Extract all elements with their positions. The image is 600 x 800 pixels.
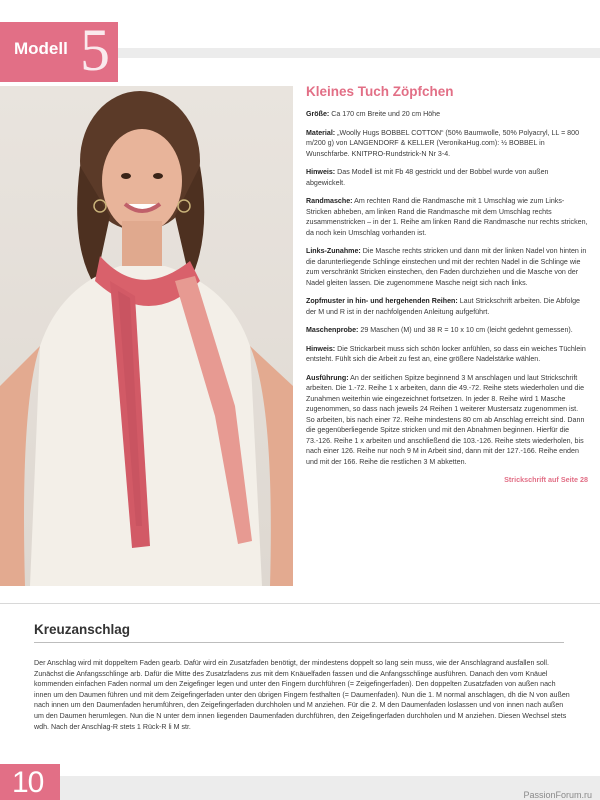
article-paragraph xyxy=(306,373,588,468)
paragraph-label: Zopfmuster in hin- und hergehenden Reihen: xyxy=(306,297,458,305)
paragraph-text: Die Masche rechts stricken und dann mit der linken Nadel von hinten in die darunterliegende Schlinge einstechen und mit der rechten Nadel in die Schlinge wie zum verschränkt Stricken einstechen, den Faden durchziehen und die Masche von der Nadel gleiten lassen. Die zugenommene Masche neigt sich nach links. xyxy=(306,247,587,287)
paragraph-label: Hinweis: xyxy=(306,344,336,353)
article-paragraph xyxy=(306,167,588,188)
paragraph-text: An der seitlichen Spitze beginnend 3 M anschlagen und laut Strickschrift arbeiten. Die 1.-72. Reihe 1 x arbeiten, dann die 49.-72. Reihe stets wiederholen und die Zunahmen weiterhin wie eingezeichnet fortsetzen. In jeder 8. Reihe wird 1 Masche zugenommen, so dass nach jeweils 24 Reihen 1 weiterer Mustersatz zugenommen ist. So arbeiten, bis nach einer 72. Reihe mindestens 80 cm ab Anschlag erreicht sind. Dann die gegenüberliegende Spitze stricken und mit den Abnahmen beginnen. Hierfür die 73.-126. Reihe 1 x arbeiten und anschließend die 103.-126. Reihe stets wiederholen, bis nach einer 126. Reihe nur noch 9 M in Arbeit sind, dann mit der 127.-166. Reihe enden und mit der 166. Reihe die restlichen 3 M abketten. xyxy=(306,373,585,466)
paragraph-text: Ca 170 cm Breite und 20 cm Höhe xyxy=(329,110,441,118)
modell-label: Modell xyxy=(14,39,68,58)
article-paragraph xyxy=(306,196,588,238)
footer-accent xyxy=(0,764,60,800)
header-stripe xyxy=(118,48,600,58)
paragraph-label: Material: xyxy=(306,128,336,137)
article-column xyxy=(306,84,588,486)
model-photo-illustration xyxy=(0,86,293,586)
article-paragraph xyxy=(306,246,588,288)
paragraph-text: Das Modell ist mit Fb 48 gestrickt und der Bobbel wurde von außen abgewickelt. xyxy=(306,168,549,187)
pattern-reference: Strickschrift auf Seite 28 xyxy=(504,475,588,484)
header-bar xyxy=(0,17,600,83)
paragraph-label: Hinweis: xyxy=(306,168,336,176)
paragraph-label: Ausführung: xyxy=(306,373,349,382)
article-paragraph xyxy=(306,296,588,317)
article-title: Kleines Tuch Zöpfchen xyxy=(306,84,454,99)
paragraph-text: Die Strickarbeit muss sich schön locker anfühlen, so dass ein weiches Tüchlein entsteht. Fühlt sich die Arbeit zu fest an, eine größere Nadelstärke wählen. xyxy=(306,344,586,363)
article-paragraphs xyxy=(306,109,588,467)
page-number: 10 xyxy=(12,766,44,799)
header-accent xyxy=(0,17,118,83)
section-divider xyxy=(0,603,600,604)
paragraph-text: 29 Maschen (M) und 38 R = 10 x 10 cm (leicht gedehnt gemessen). xyxy=(358,326,573,334)
paragraph-label: Links-Zunahme: xyxy=(306,247,361,255)
paragraph-text: Laut Strickschrift arbeiten. Die Abfolge der M und R ist in der nachfolgenden Anleitung aufgeführt. xyxy=(306,297,580,316)
footer-stripe xyxy=(60,776,600,800)
modell-number: 5 xyxy=(80,17,110,83)
article-paragraph xyxy=(306,109,588,120)
paragraph-label: Größe: xyxy=(306,110,330,118)
article-paragraph xyxy=(306,344,588,365)
section-title-rule xyxy=(34,642,564,643)
section-title: Kreuzanschlag xyxy=(34,622,131,637)
footer-bar xyxy=(0,764,600,800)
paragraph-text: Am rechten Rand die Randmasche mit 1 Umschlag wie zum Links-Stricken abheben, am linken Rand die Randmasche mit dem Umschlag rechts zusammenstricken – in der 1. Reihe am linken Rand die Randmasche nur rechts stricken, da noch kein Umschlag vorhanden ist. xyxy=(306,197,588,237)
kreuzanschlag-section xyxy=(34,622,574,732)
paragraph-label: Randmasche: xyxy=(306,197,353,205)
article-paragraph xyxy=(306,128,588,160)
paragraph-text: „Woolly Hugs BOBBEL COTTON“ (50% Baumwolle, 50% Polyacryl, LL = 800 m/200 g) von LANGENDORF & KELLER (VeronikaHug.com): ½ BOBBEL in Wunschfarbe. KNITPRO-Rundstrick-N Nr 3-4. xyxy=(306,128,580,158)
model-photo xyxy=(0,86,293,586)
article-paragraph xyxy=(306,325,588,336)
watermark: PassionForum.ru xyxy=(523,790,592,800)
section-text: Der Anschlag wird mit doppeltem Faden gearb. Dafür wird ein Zusatzfaden benötigt, der mindestens doppelt so lang sein muss, wie der Anschlagrand ausfallen soll. Zunächst die Anfangsschlinge arb. Dafür die Mitte des Zusatzfadens zus mit dem Knäuelfaden fassen und die Anfangsschlinge ausführen. Danach den vom Knäuel kommenden einfachen Faden normal um den Zeigefinger legen und unter den Fingern durchführen (= Zeigefingerfaden). Den doppelten Zusatzfaden von außen nach innen um den Daumen führen und mit dem Zeigefingerfaden unter den übrigen Fingern festhalten (= Daumenfaden). Nun die 1. M normal anschlagen, dh die N von außen nach innen um den Daumenfaden herumführen, den Zeigefingerfaden durchholen und M anziehen. Für die 2. M den Daumenfaden loslassen und von innen nach außen um den Daumen herumlegen. Nun die N unter dem innen liegenden Daumenfaden durchführen, den Zeigefingerfaden durchholen und M anziehen. Diesen Wechsel stets wdh. Nach der Anschlag-R stets 1 Rück-R li M str. xyxy=(34,659,570,731)
paragraph-label: Maschenprobe: xyxy=(306,326,359,334)
